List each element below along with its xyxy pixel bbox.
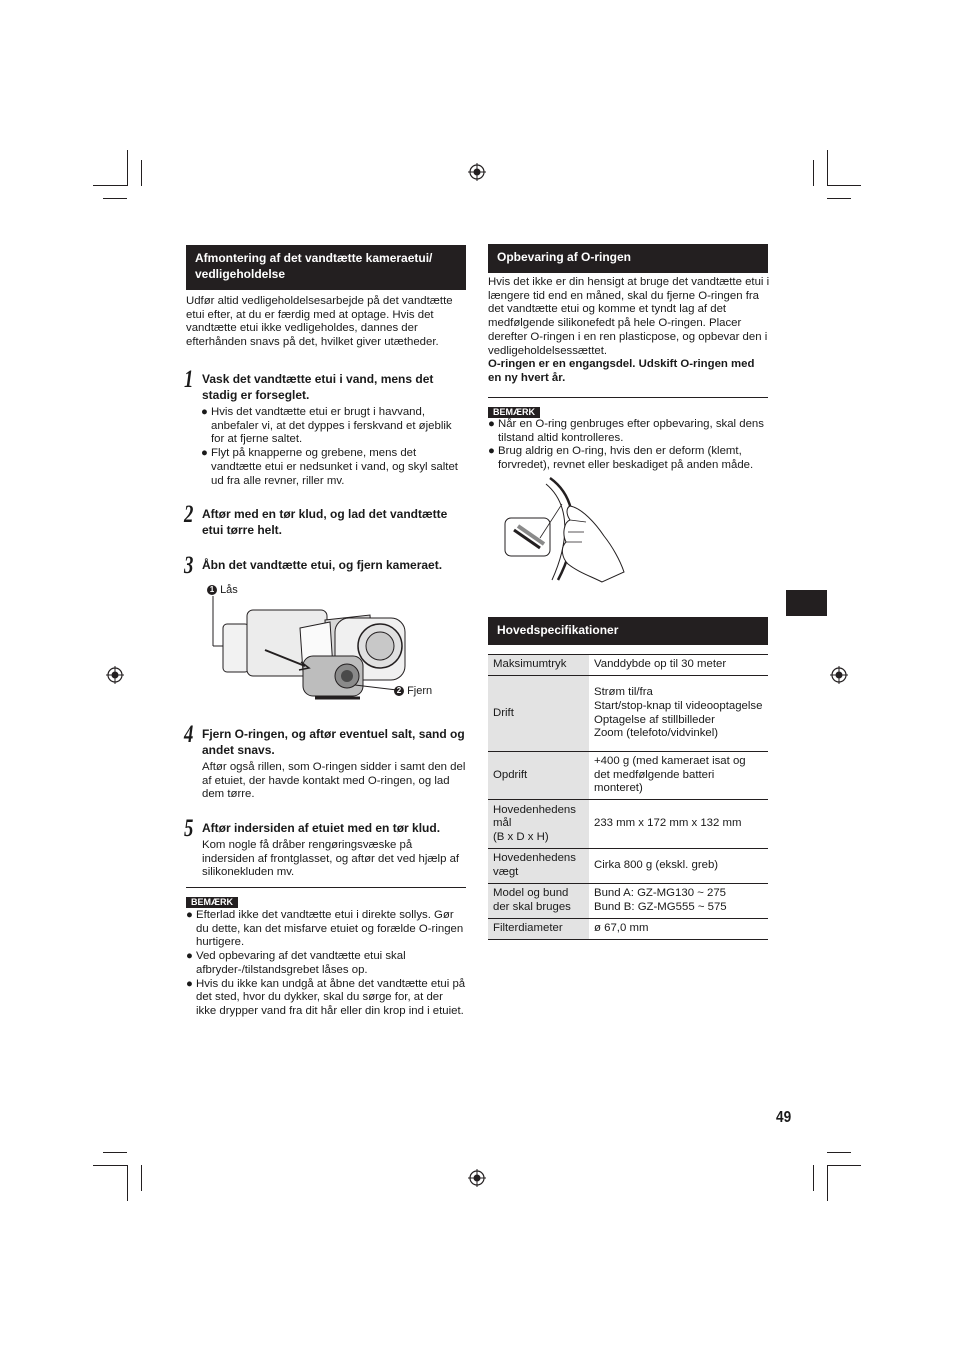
list-item — [488, 418, 770, 445]
step-4-body: Aftør også rillen, som O-ringen sidder i samt den del af etuiet, der havde kontakt med O-ringen, og lad dem tørre. — [202, 761, 466, 801]
crop-mark — [141, 1165, 142, 1191]
table-row — [488, 676, 768, 752]
section-header-specs: Hovedspecifikationer — [488, 617, 768, 645]
divider — [488, 397, 768, 398]
crop-mark — [813, 160, 814, 186]
step-5-title: Aftør indersiden af etuiet med en tør klud. — [202, 821, 441, 835]
crop-mark — [813, 1165, 814, 1191]
crop-mark — [93, 185, 127, 186]
oring-bold-text: O-ringen er en engangsdel. Udskift O-ringen med en ny hvert år. — [488, 358, 755, 384]
note-list — [488, 418, 770, 473]
note-badge: BEMÆRK — [186, 897, 238, 908]
crop-mark — [827, 198, 851, 199]
crop-mark — [127, 1165, 128, 1201]
registration-target-icon — [830, 666, 848, 684]
step-number: 3 — [184, 552, 194, 579]
step-3-title: Åbn det vandtætte etui, og fjern kameraet. — [202, 558, 443, 572]
crop-mark — [103, 198, 127, 199]
step-1-title: Vask det vandtætte etui i vand, mens det stadig er forseglet. — [202, 372, 434, 402]
list-item — [186, 950, 466, 977]
spec-key: Hovedenhedens vægt — [488, 849, 589, 883]
registration-target-icon — [468, 1169, 486, 1187]
section-header-maintenance: Afmontering af det vandtætte kameraetui/ vedligeholdelse — [186, 245, 466, 290]
oring-text: Hvis det ikke er din hensigt at bruge det vandtætte etui i længere tid end en måned, skal du fjerne O-ringen fra det vandtætte etui og komme et tyndt lag af det medfølgende silikonefedt på hele O-ringen. Placer derefter O-ringen i en ren plasticpose, og opbevar den i vedligeholdelsessættet. — [488, 276, 770, 357]
bullet-text: Efterlad ikke det vandtætte etui i direkte sollys. Gør du dette, kan det misfarve etuiet og forælde O-ringen hurtigere. — [196, 909, 464, 949]
bullet-icon: ● — [201, 447, 208, 460]
step-2-title: Aftør med en tør klud, og lad det vandtætte etui tørre helt. — [202, 507, 448, 537]
step-number: 2 — [184, 501, 194, 528]
bullet-text: Flyt på knapperne og grebene, mens det vandtætte etui er nedsunket i vand, og skyl saltet ud fra alle revner, riller mv. — [211, 447, 458, 487]
crop-mark — [827, 1152, 851, 1153]
oring-hand-illustration — [500, 476, 630, 586]
spec-key: Hovedenhedens mål (B x D x H) — [488, 800, 589, 849]
callout-2 — [394, 684, 432, 698]
callout-1 — [207, 583, 238, 597]
spec-key: Filterdiameter — [488, 918, 589, 939]
bullet-text: Ved opbevaring af det vandtætte etui skal afbryder-/tilstandsgrebet låses op. — [196, 950, 406, 976]
note-list — [186, 909, 466, 1019]
page-number: 49 — [776, 1109, 792, 1126]
list-item — [201, 447, 467, 488]
table-row — [488, 849, 768, 883]
bullet-icon: ● — [201, 406, 208, 418]
bullet-text: Hvis det vandtætte etui er brugt i havvand, anbefaler vi, at det dyppes i ferskvand et øjeblik for at fjerne saltet. — [211, 406, 452, 446]
crop-mark — [103, 1152, 127, 1153]
table-row — [488, 883, 768, 918]
bullet-icon: ● — [186, 909, 193, 921]
spec-value: +400 g (med kameraet isat og det medfølgende batteri monteret) — [589, 752, 768, 800]
list-item — [201, 406, 467, 447]
note-badge: BEMÆRK — [488, 407, 540, 418]
spec-value: Cirka 800 g (ekskl. greb) — [589, 849, 768, 883]
table-row — [488, 752, 768, 800]
intro-paragraph: Udfør altid vedligeholdelsesarbejde på det vandtætte etui efter, at du er færdig med at optage. Hvis det vandtætte etui ikke vedligeholdes, dannes der efterhånden snavs på det, hvilket giver utætheder. — [186, 295, 453, 349]
remove-label: Fjern — [407, 685, 433, 697]
spec-value: Vanddybde op til 30 meter — [589, 655, 768, 676]
bullet-icon: ● — [186, 977, 193, 990]
spec-key: Drift — [488, 676, 589, 752]
bullet-icon: ● — [186, 950, 193, 963]
spec-key: Model og bund der skal bruges — [488, 883, 589, 918]
bullet-text: Hvis du ikke kan undgå at åbne det vandtætte etui på det sted, hvor du dykker, skal du sørge for, at der ikke drypper vand fra dit hår eller din krop ind i etuiet. — [196, 977, 466, 1017]
crop-mark — [827, 185, 861, 186]
bullet-text: Når en O-ring genbruges efter opbevaring, skal dens tilstand altid kontrolleres. — [498, 418, 764, 444]
crop-mark — [827, 1165, 861, 1166]
callout-number-badge: 1 — [207, 585, 217, 595]
crop-mark — [827, 1165, 828, 1201]
crop-mark — [827, 150, 828, 186]
oring-paragraph — [488, 276, 770, 386]
list-item — [488, 445, 770, 472]
table-row — [488, 655, 768, 676]
lock-label: Lås — [220, 584, 238, 596]
registration-target-icon — [468, 163, 486, 181]
step-1-bullets — [201, 406, 467, 488]
spec-value: ø 67,0 mm — [589, 918, 768, 939]
step-number: 1 — [184, 366, 194, 393]
step-number: 5 — [184, 815, 194, 842]
spec-value: Strøm til/fra Start/stop-knap til videooptagelse Optagelse af stillbilleder Zoom (telefoto/vidvinkel) — [589, 676, 768, 752]
table-row — [488, 918, 768, 939]
callout-number-badge: 2 — [394, 686, 404, 696]
bullet-icon: ● — [488, 445, 495, 458]
spec-value: 233 mm x 172 mm x 132 mm — [589, 800, 768, 849]
spec-value: Bund A: GZ-MG130 ~ 275 Bund B: GZ-MG555 ~ 575 — [589, 883, 768, 918]
step-4-title: Fjern O-ringen, og aftør eventuel salt, sand og andet snavs. — [202, 727, 465, 757]
spec-key: Opdrift — [488, 752, 589, 800]
step-number: 4 — [184, 721, 194, 748]
chapter-tab — [786, 590, 827, 616]
spec-key: Maksimumtryk — [488, 655, 589, 676]
list-item — [186, 909, 466, 950]
table-row — [488, 800, 768, 849]
divider — [186, 887, 466, 888]
bullet-icon: ● — [488, 418, 495, 430]
registration-target-icon — [106, 666, 124, 684]
crop-mark — [127, 150, 128, 186]
section-header-oring: Opbevaring af O-ringen — [488, 244, 768, 273]
step-5-body: Kom nogle få dråber rengøringsvæske på indersiden af frontglasset, og aftør det ved hjælp af silikonekluden mv. — [202, 839, 460, 879]
bullet-text: Brug aldrig en O-ring, hvis den er deform (klemt, forvredet), revnet eller beskadiget på anden måde. — [498, 445, 754, 472]
crop-mark — [93, 1165, 127, 1166]
crop-mark — [141, 160, 142, 186]
list-item — [186, 978, 466, 1019]
spec-table — [488, 654, 768, 940]
